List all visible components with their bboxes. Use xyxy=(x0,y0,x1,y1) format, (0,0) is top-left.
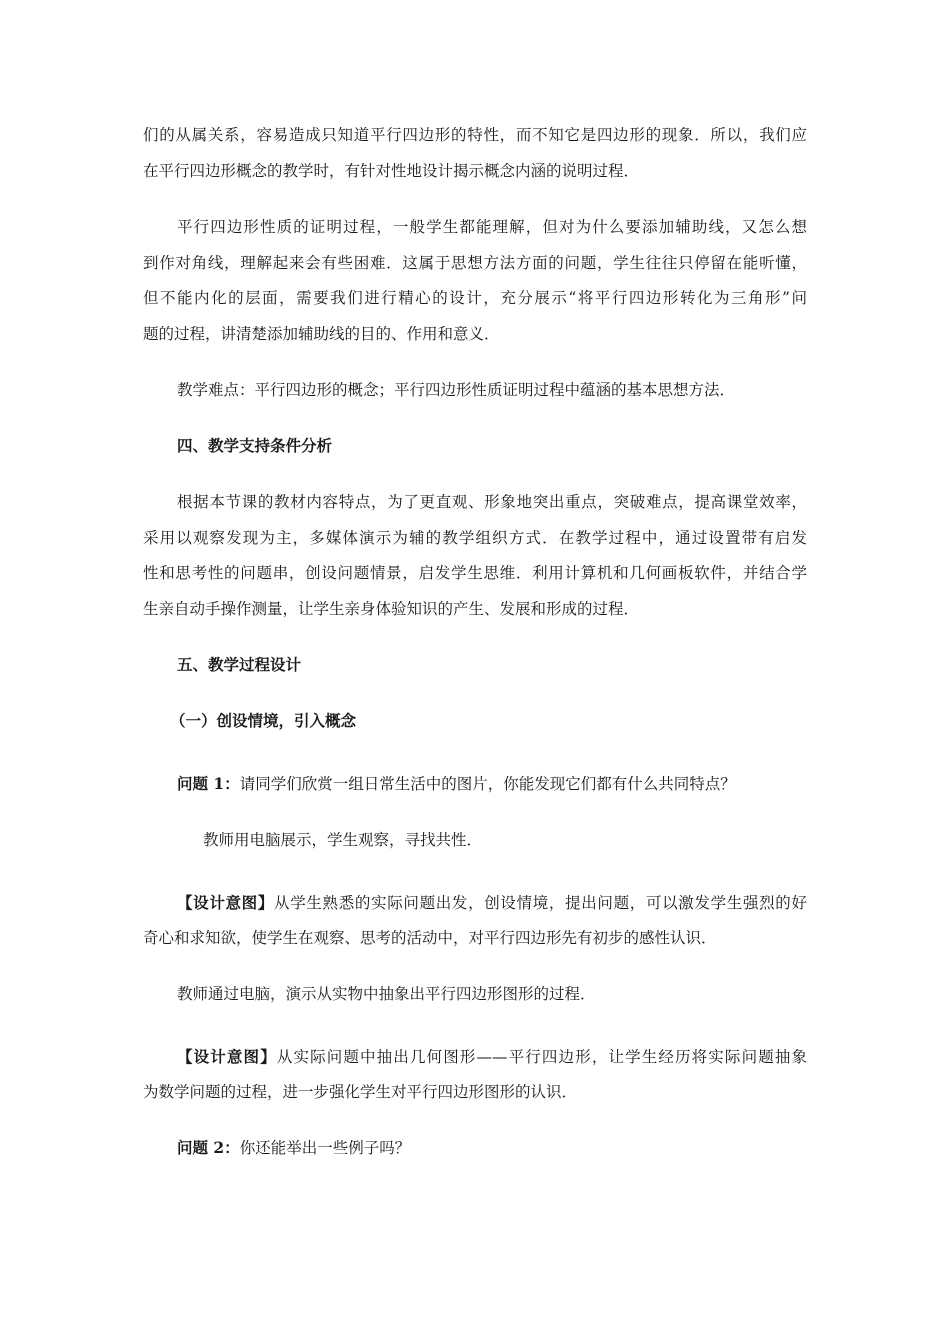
paragraph-line: 题的过程，讲清楚添加辅助线的目的、作用和意义． xyxy=(143,325,500,343)
section-heading: 四、教学支持条件分析 xyxy=(177,436,333,455)
paragraph-line: 教学难点：平行四边形的概念；平行四边形性质证明过程中蕴涵的基本思想方法． xyxy=(177,381,736,399)
design-intent-label: 【设计意图】 xyxy=(177,893,275,912)
design-intent-text: 从实际问题中抽出几何图形——平行四边形，让学生经历将实际问题抽象 xyxy=(276,1048,807,1066)
paragraph-line: 们的从属关系，容易造成只知道平行四边形的特性，而不知它是四边形的现象．所以，我们应 xyxy=(143,126,807,144)
paragraph-line: 在平行四边形概念的教学时，有针对性地设计揭示概念内涵的说明过程． xyxy=(143,162,640,180)
paragraph-line: 采用以观察发现为主，多媒体演示为辅的教学组织方式．在教学过程中，通过设置带有启发 xyxy=(143,529,807,547)
question-text: 你还能举出一些例子吗？ xyxy=(239,1139,411,1157)
question-2 xyxy=(177,1137,807,1159)
paragraph-line: 性和思考性的问题串，创设问题情景，启发学生思维．利用计算机和几何画板软件，并结合学 xyxy=(143,564,807,582)
design-intent-label: 【设计意图】 xyxy=(177,1047,277,1066)
question-1 xyxy=(177,773,807,795)
paragraph-line: 奇心和求知欲，使学生在观察、思考的活动中，对平行四边形先有初步的感性认识． xyxy=(143,929,717,947)
paragraph-line: 教师用电脑展示，学生观察，寻找共性． xyxy=(203,831,483,849)
design-intent-1 xyxy=(177,892,807,914)
design-intent-2 xyxy=(177,1046,807,1068)
paragraph-line: 生亲自动手操作测量，让学生亲身体验知识的产生、发展和形成的过程． xyxy=(143,600,640,618)
question-label: 问题 2： xyxy=(177,1138,240,1157)
paragraph-line: 根据本节课的教材内容特点，为了更直观、形象地突出重点，突破难点，提高课堂效率， xyxy=(177,493,807,511)
paragraph-line: 但不能内化的层面，需要我们进行精心的设计，充分展示“将平行四边形转化为三角形”问 xyxy=(143,289,807,307)
design-intent-text: 从学生熟悉的实际问题出发，创设情境，提出问题，可以激发学生强烈的好 xyxy=(274,894,807,912)
paragraph-line: 到作对角线，理解起来会有些困难．这属于思想方法方面的问题，学生往往只停留在能听懂， xyxy=(143,254,807,272)
question-text: 请同学们欣赏一组日常生活中的图片，你能发现它们都有什么共同特点？ xyxy=(239,775,736,793)
section-heading: 五、教学过程设计 xyxy=(177,655,302,674)
paragraph-line: 平行四边形性质的证明过程，一般学生都能理解，但对为什么要添加辅助线，又怎么想 xyxy=(177,218,807,236)
paragraph-line: 为数学问题的过程，进一步强化学生对平行四边形图形的认识． xyxy=(143,1083,578,1101)
subsection-heading: （一）创设情境，引入概念 xyxy=(170,711,357,730)
paragraph-line: 教师通过电脑，演示从实物中抽象出平行四边形图形的过程． xyxy=(177,985,596,1003)
question-label: 问题 1： xyxy=(177,774,240,793)
